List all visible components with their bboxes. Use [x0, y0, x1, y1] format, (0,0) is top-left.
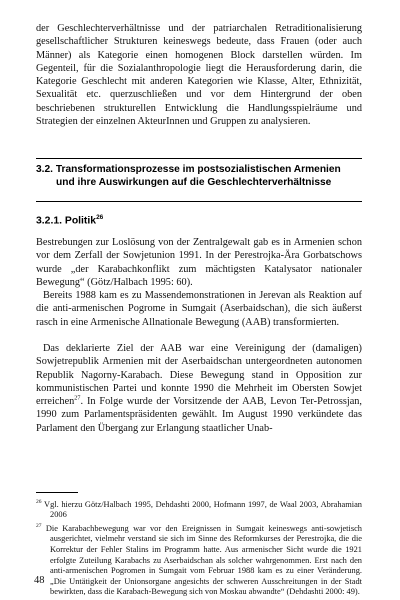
paragraph-3-part2: . In Folge wurde der Vorsitzende der AAB, Levon Ter-Petrossjan, 1990 zum Parlamentspräsidenten gewählt. Im August 1990 verkündete das Parlament den Übergang zur Erlangung staatlicher Unab-: [36, 396, 362, 434]
subsection-heading: [36, 214, 103, 226]
section-heading-line1: 3.2. Transformationsprozesse im postsozialistischen Armenien: [36, 164, 341, 175]
paragraph-continued: der Geschlechterverhältnisse und der patriarchalen Retraditionalisierung gesellschaftlicher Strukturen keineswegs bedeute, dass Frauen (oder auch Männer) als Kategorie einen homogenen Block darstellen würden. Im Gegenteil, für die Sozialanthropologie liegt die Herausforderung darin, die Kategorie Geschlecht mit anderen Kategorien wie Klasse, Alter, Ethnizität, Sexualität etc. querzuschließen und vor dem Hintergrund der oben beschriebenen strukturellen Entwicklung die Handlungsspielräume und Strategien der einzelnen AkteurInnen und Gruppen zu analysieren.: [36, 23, 362, 128]
footnote-separator: [36, 492, 78, 493]
paragraph-3: [36, 342, 362, 435]
section-heading-line2: und ihre Auswirkungen auf die Geschlechterverhältnisse: [56, 177, 332, 188]
paragraph-3-part1: Das deklarierte Ziel der AAB war eine Vereinigung der (damaligen) Sowjetrepublik Armenien mit der Aserbaidschan untergeordneten autonomen Republik Nagorny-Karabach. Diese Bewegung stand in Opposition zur kommunistischen Partei und konnte 1990 die Mehrheit im Obersten Sowjet erreichen: [36, 343, 362, 408]
footnote-27: [36, 521, 362, 598]
subsection-footnote-ref[interactable]: 26: [96, 214, 104, 221]
page-number: 48: [34, 575, 45, 586]
footnotes: [36, 497, 362, 598]
footnote-26-number: 26: [36, 499, 42, 505]
paragraph-2: Bereits 1988 kam es zu Massendemonstrationen in Jerevan als Reaktion auf die anti-armenischen Pogrome in Sumgait (Aserbaidschan), die sich äußerst rasch in eine Armenische Allnationale Bewegung (AAB) transformierten.: [36, 290, 362, 328]
paragraph-1: Bestrebungen zur Loslösung von der Zentralgewalt gab es in Armenien schon vor dem Zerfall der Sowjetunion 1991. In der Perestrojka-Ära Gorbatschows wurde „der Karabachkonflikt zum mächtigsten Katalysator nationaler Bewegung“ (Götz/Halbach 1995: 60).: [36, 237, 362, 288]
subsection-title: 3.2.1. Politik: [36, 215, 97, 227]
section-heading: [36, 158, 362, 202]
footnote-ref-27[interactable]: 27: [74, 394, 81, 402]
footnote-27-number: 27: [36, 522, 42, 529]
footnote-26-text: Vgl. hierzu Götz/Halbach 1995, Dehdashti 2000, Hofmann 1997, de Waal 2003, Abrahamian 2006: [44, 499, 362, 520]
footnote-27-text: Die Karabachbewegung war vor den Ereignissen in Sumgait keineswegs anti-sowjetisch ausgerichtet, vielmehr verstand sie sich im Sinne des Reformkurses der Perestrojka, die die Korrektur der Fehler Stalins im Programm hatte. Aus armenischer Sicht wurde die 1921 erfolgte Zuteilung Karabachs zu Aserbaidschan als solcher wahrgenommen. Erst nach den anti-armenischen Pogromen in Sumgait vom Februar 1988 kam es zu einer Veränderung. „Die Untätigkeit der Unionsorgane angesichts der schweren Ausschreitungen in der Stadt bewirkten, dass die Karabach-Bewegung sich von Moskau abwandte“ (Dehdashti 2000: 49).: [45, 523, 362, 597]
footnote-26: [36, 497, 362, 521]
